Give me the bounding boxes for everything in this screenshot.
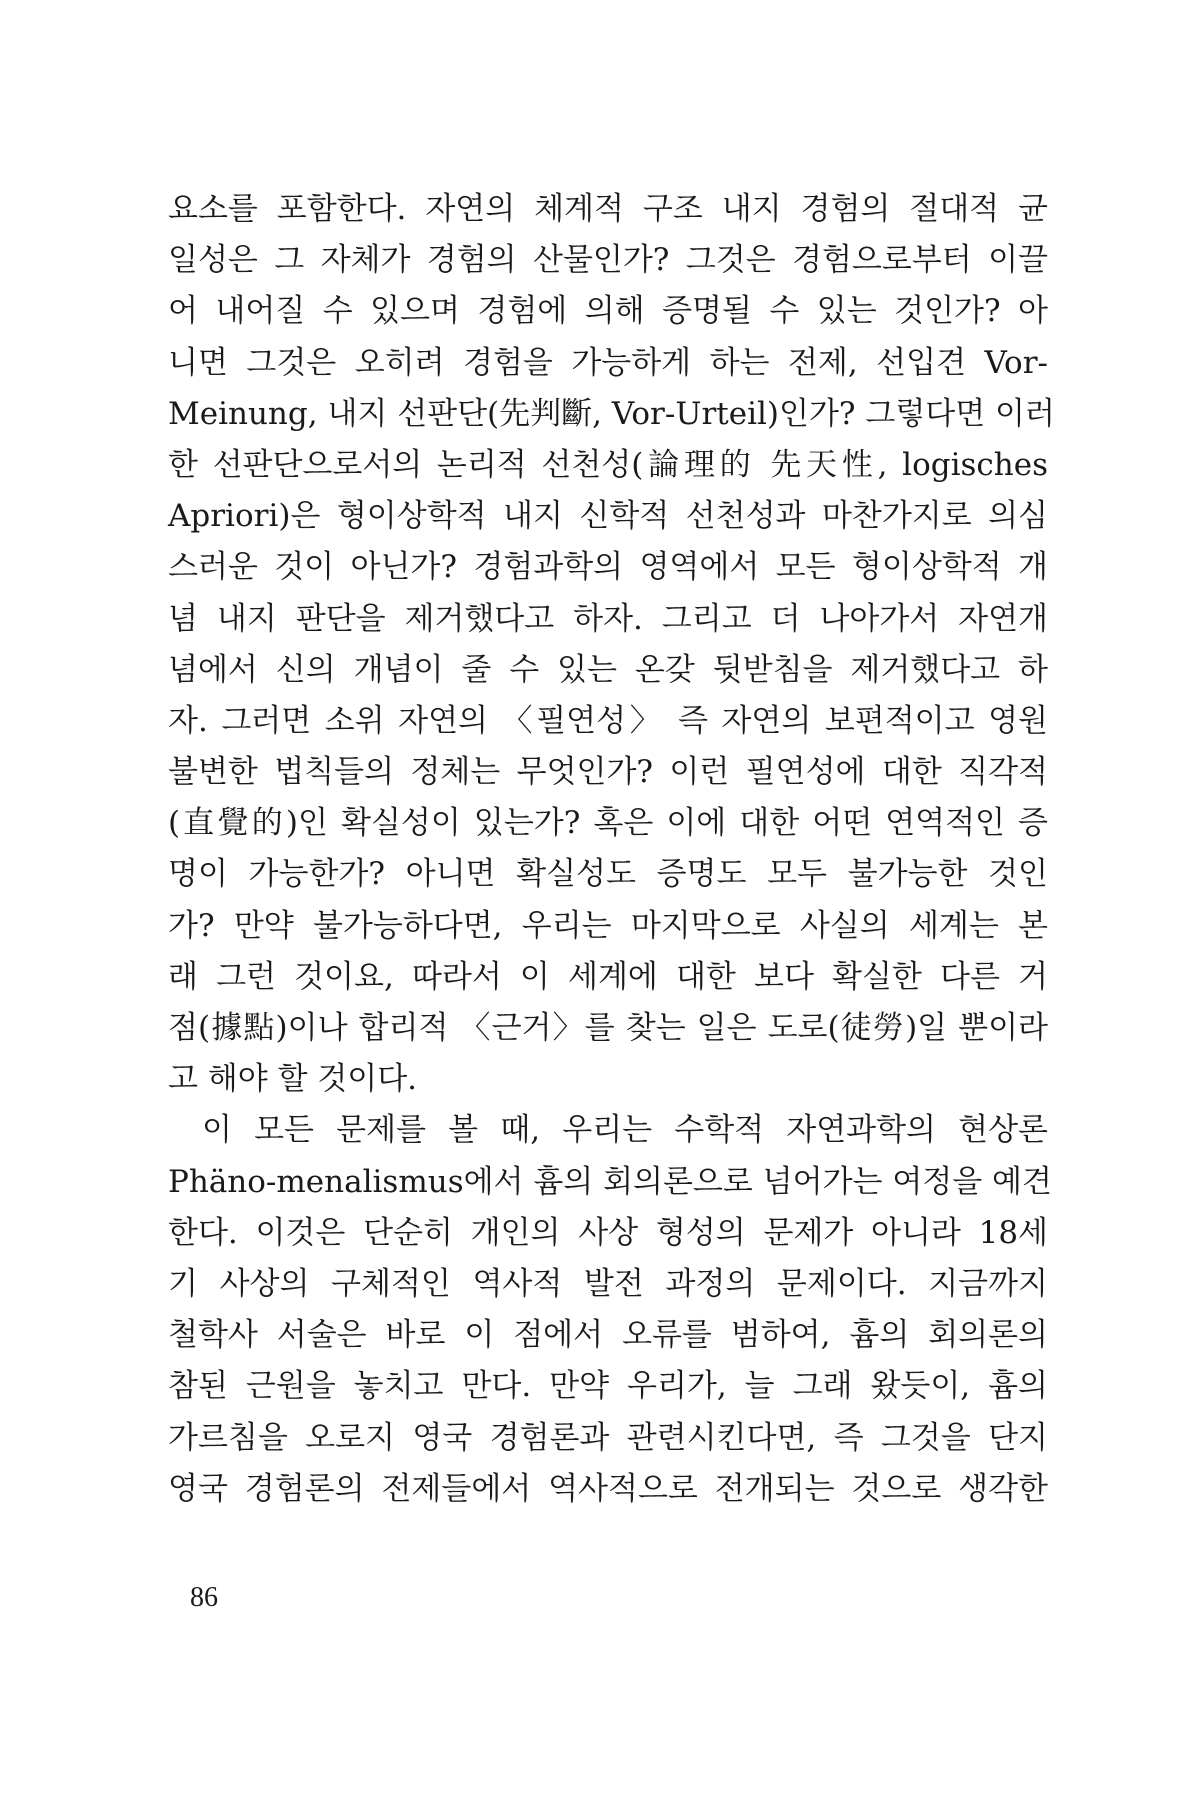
text-line: (直覺的)인 확실성이 있는가? 혹은 이에 대한 어떤 연역적인 증: [168, 805, 1048, 842]
text-line: 요소를 포함한다. 자연의 체계적 구조 내지 경험의 절대적 균: [168, 191, 1048, 227]
text-line: 일성은 그 자체가 경험의 산물인가? 그것은 경험으로부터 이끌: [168, 242, 1048, 279]
text-line: 영국 경험론의 전제들에서 역사적으로 전개되는 것으로 생각한: [168, 1470, 1048, 1507]
text-line: 가? 만약 불가능하다면, 우리는 마지막으로 사실의 세계는 본: [168, 907, 1048, 944]
text-line: 점(據點)이나 합리적 〈근거〉를 찾는 일은 도로(徒勞)일 뿐이라: [168, 1010, 1048, 1046]
text-line: 래 그런 것이요, 따라서 이 세계에 대한 보다 확실한 다른 거: [168, 958, 1048, 995]
text-line: 자. 그러면 소위 자연의 〈필연성〉 즉 자연의 보편적이고 영원: [168, 702, 1048, 739]
paragraph-2: [168, 1105, 1052, 1515]
text-line: 불변한 법칙들의 정체는 무엇인가? 이런 필연성에 대한 직각적: [168, 754, 1048, 791]
text-line: 기 사상의 구체적인 역사적 발전 과정의 문제이다. 지금까지: [168, 1265, 1048, 1302]
text-line: 가르침을 오로지 영국 경험론과 관련시킨다면, 즉 그것을 단지: [168, 1419, 1048, 1456]
text-line: Phäno-menalismus에서 흄의 회의론으로 넘어가는 여정을 예견: [168, 1163, 1052, 1200]
text-line: 스러운 것이 아닌가? 경험과학의 영역에서 모든 형이상학적 개: [168, 549, 1048, 586]
text-line: 이 모든 문제를 볼 때, 우리는 수학적 자연과학의 현상론: [202, 1112, 1048, 1149]
text-line: 명이 가능한가? 아니면 확실성도 증명도 모두 불가능한 것인: [168, 856, 1048, 893]
text-line: 고 해야 할 것이다.: [168, 1061, 418, 1098]
text-line: Apriori)은 형이상학적 내지 신학적 선천성과 마찬가지로 의심: [168, 498, 1048, 535]
text-line: 철학사 서술은 바로 이 점에서 오류를 범하여, 흄의 회의론의: [168, 1317, 1048, 1354]
text-line: 한다. 이것은 단순히 개인의 사상 형성의 문제가 아니라 18세: [168, 1214, 1048, 1251]
text-line: 참된 근원을 놓치고 만다. 만약 우리가, 늘 그래 왔듯이, 흄의: [168, 1368, 1048, 1405]
body-text: [168, 184, 1055, 1515]
text-line: 념 내지 판단을 제거했다고 하자. 그리고 더 나아가서 자연개: [168, 600, 1048, 637]
text-line: Meinung, 내지 선판단(先判斷, Vor-Urteil)인가? 그렇다면 이러: [168, 395, 1055, 432]
text-line: 한 선판단으로서의 논리적 선천성(論理的 先天性, logisches: [168, 446, 1048, 483]
text-line: 념에서 신의 개념이 줄 수 있는 온갖 뒷받침을 제거했다고 하: [168, 651, 1048, 688]
text-line: 어 내어질 수 있으며 경험에 의해 증명될 수 있는 것인가? 아: [168, 293, 1048, 330]
paragraph-1: [168, 184, 1055, 1105]
page-number: 86: [190, 1582, 218, 1613]
text-line: 니면 그것은 오히려 경험을 가능하게 하는 전제, 선입견 Vor-: [168, 344, 1048, 381]
